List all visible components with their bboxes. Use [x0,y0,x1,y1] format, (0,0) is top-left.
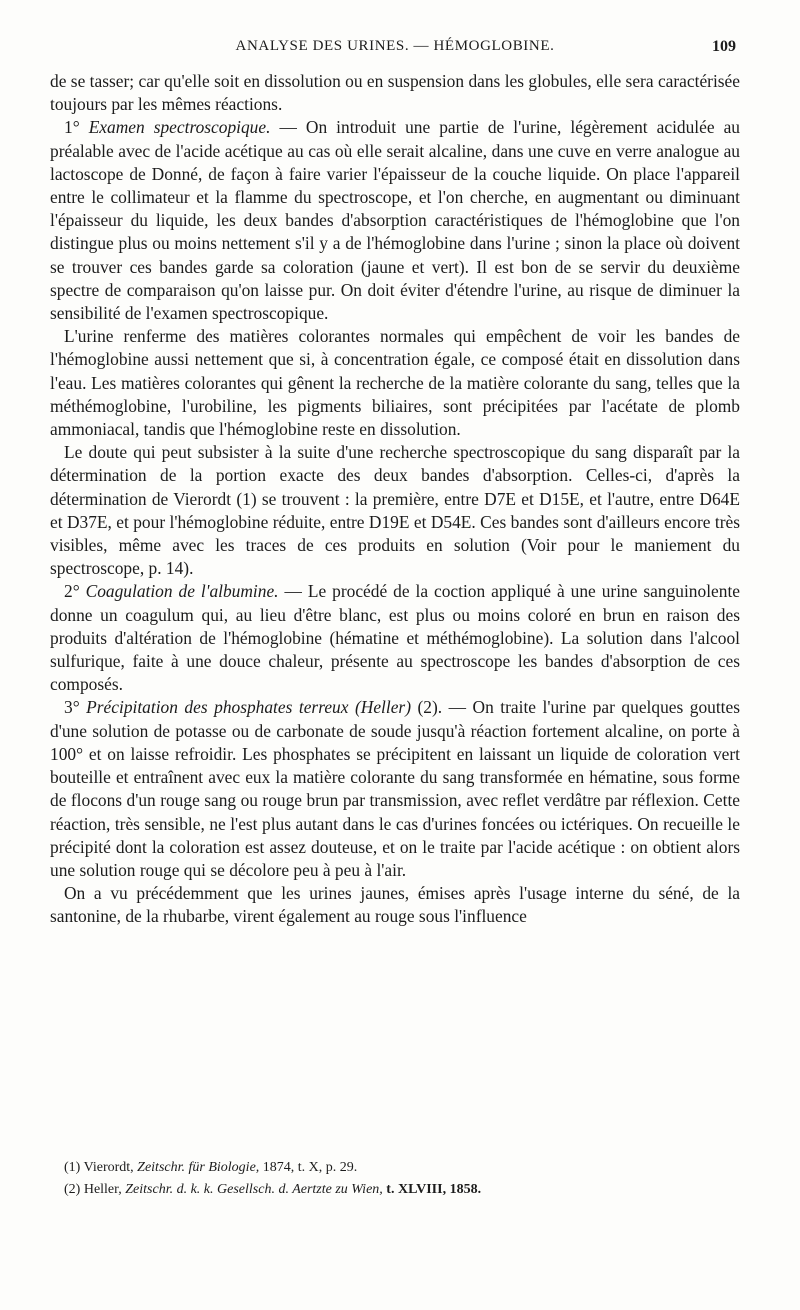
section-title: Précipitation des phosphates terreux [86,697,349,718]
footnote-journal: Zeitschr. für Biologie, [137,1160,260,1175]
paragraph-text: (2). — On traite l'urine par quelques gouttes d'une solution de potasse ou de carbonate de soude jusqu'à réaction fortement alcaline, on porte à 100° et on laisse refroidir. Les phosphates se précipitent en laissant un liquide de coloration vert bouteille et entraînent avec eux la matière colorante du sang transformée en hématine, sous forme de flocons d'un rouge sang ou rouge brun par transmission, avec reflet verdâtre par réflexion. Cette réaction, très sensible, ne l'est plus autant dans le cas d'urines foncées ou ictériques. On recueille le précipité dont la coloration est assez douteuse, et on le traite par l'acide acétique : on obtient alors une solution rouge qui se décolore peu à peu à l'air. [50,697,740,880]
paragraph-text: — On introduit une partie de l'urine, légèrement acidulée au préalable avec de l'acide acétique au cas où elle serait alcaline, dans une cuve en verre analogue au lactoscope de Donné, de façon à faire varier l'épaisseur de la couche liquide. On place l'appareil entre le collimateur et la flamme du spectroscope, et l'on cherche, en augmentant ou diminuant l'épaisseur du liquide, les deux bandes d'absorption caractéristiques de l'hémoglobine que l'on distingue plus ou moins nettement s'il y a de l'hémoglobine dans l'urine ; sinon la place où doivent se trouver ces bandes garde sa coloration (jaune et vert). Il est bon de se servir du deuxième spectre de comparaison qu'on laisse pur. On doit éviter d'étendre l'urine, au risque de diminuer la sensibilité de l'examen spectroscopique. [50,117,741,324]
paragraph-yellow-urines [50,882,740,928]
footnote-number: (1) [64,1160,84,1175]
section-author: (Heller) [348,697,418,718]
footnote-author: Vierordt, [83,1160,138,1175]
page-number: 109 [712,38,736,55]
paragraph-text: On a vu précédemment que les urines jaunes, émises après l'usage interne du séné, de la santonine, de la rhubarbe, virent également au rouge sous l'influence [50,883,740,927]
footnote-1 [50,1157,740,1179]
footnote-2 [50,1179,740,1201]
footnote-number: (2) [64,1182,84,1197]
body-text [50,70,740,929]
section-number: 1° [64,117,89,138]
footnotes [50,1157,740,1201]
paragraph-text: L'urine renferme des matières colorantes normales qui empêchent de voir les bandes de l'hémoglobine aussi nettement que si, à concentration égale, ce composé était en dissolution dans l'eau. Les matières colorantes qui gênent la recherche de la matière colorante du sang, telles que la méthémoglobine, l'urobiline, les pigments biliaires, sont précipitées par l'acétate de plomb ammoniacal, tandis que l'hémoglobine reste en dissolution. [50,326,740,440]
page-header [50,38,740,62]
running-title: ANALYSE DES URINES. — HÉMOGLOBINE. [235,38,555,54]
section-title: Coagulation de l'albumine. [85,581,279,602]
paragraph-continuation [50,70,740,116]
paragraph-absorption-bands [50,441,740,580]
paragraph-albumin-coagulation [50,580,740,696]
footnote-details: 1874, t. X, p. 29. [259,1160,358,1175]
paragraph-phosphate-precipitation [50,696,740,882]
paragraph-spectroscopic-exam [50,116,740,325]
paragraph-text: de se tasser; car qu'elle soit en dissolution ou en suspension dans les globules, elle sera caractérisée toujours par les mêmes réactions. [50,71,740,115]
paragraph-coloring-matters [50,325,740,441]
section-title: Examen spectroscopique. [88,117,271,138]
paragraph-text: — Le procédé de la coction appliqué à une urine sanguinolente donne un coagulum qui, au lieu d'être blanc, est plus ou moins coloré en brun en raison des produits d'altération de l'hémoglobine (hématine et méthémoglobine). La solution dans l'alcool sulfurique, faite à une douce chaleur, présente au spectroscope les bandes d'absorption de ces composés. [50,581,740,695]
paragraph-text: Le doute qui peut subsister à la suite d'une recherche spectroscopique du sang disparaît par la détermination de la portion exacte des deux bandes d'absorption. Celles-ci, d'après la détermination de Vierordt (1) se trouvent : la première, entre D7E et D15E, et l'autre, entre D64E et D37E, et pour l'hémoglobine réduite, entre D19E et D54E. Ces bandes sont d'ailleurs encore très visibles, même avec les traces de ces produits en solution (Voir pour le maniement du spectroscope, p. 14). [50,442,740,579]
footnote-author: Heller, [83,1182,126,1197]
footnote-details: t. XLVIII, 1858. [382,1182,482,1197]
footnote-journal: Zeitschr. d. k. k. Gesellsch. d. Aertzte zu Wien, [125,1182,383,1197]
section-number: 2° [64,581,86,602]
section-number: 3° [64,697,87,718]
